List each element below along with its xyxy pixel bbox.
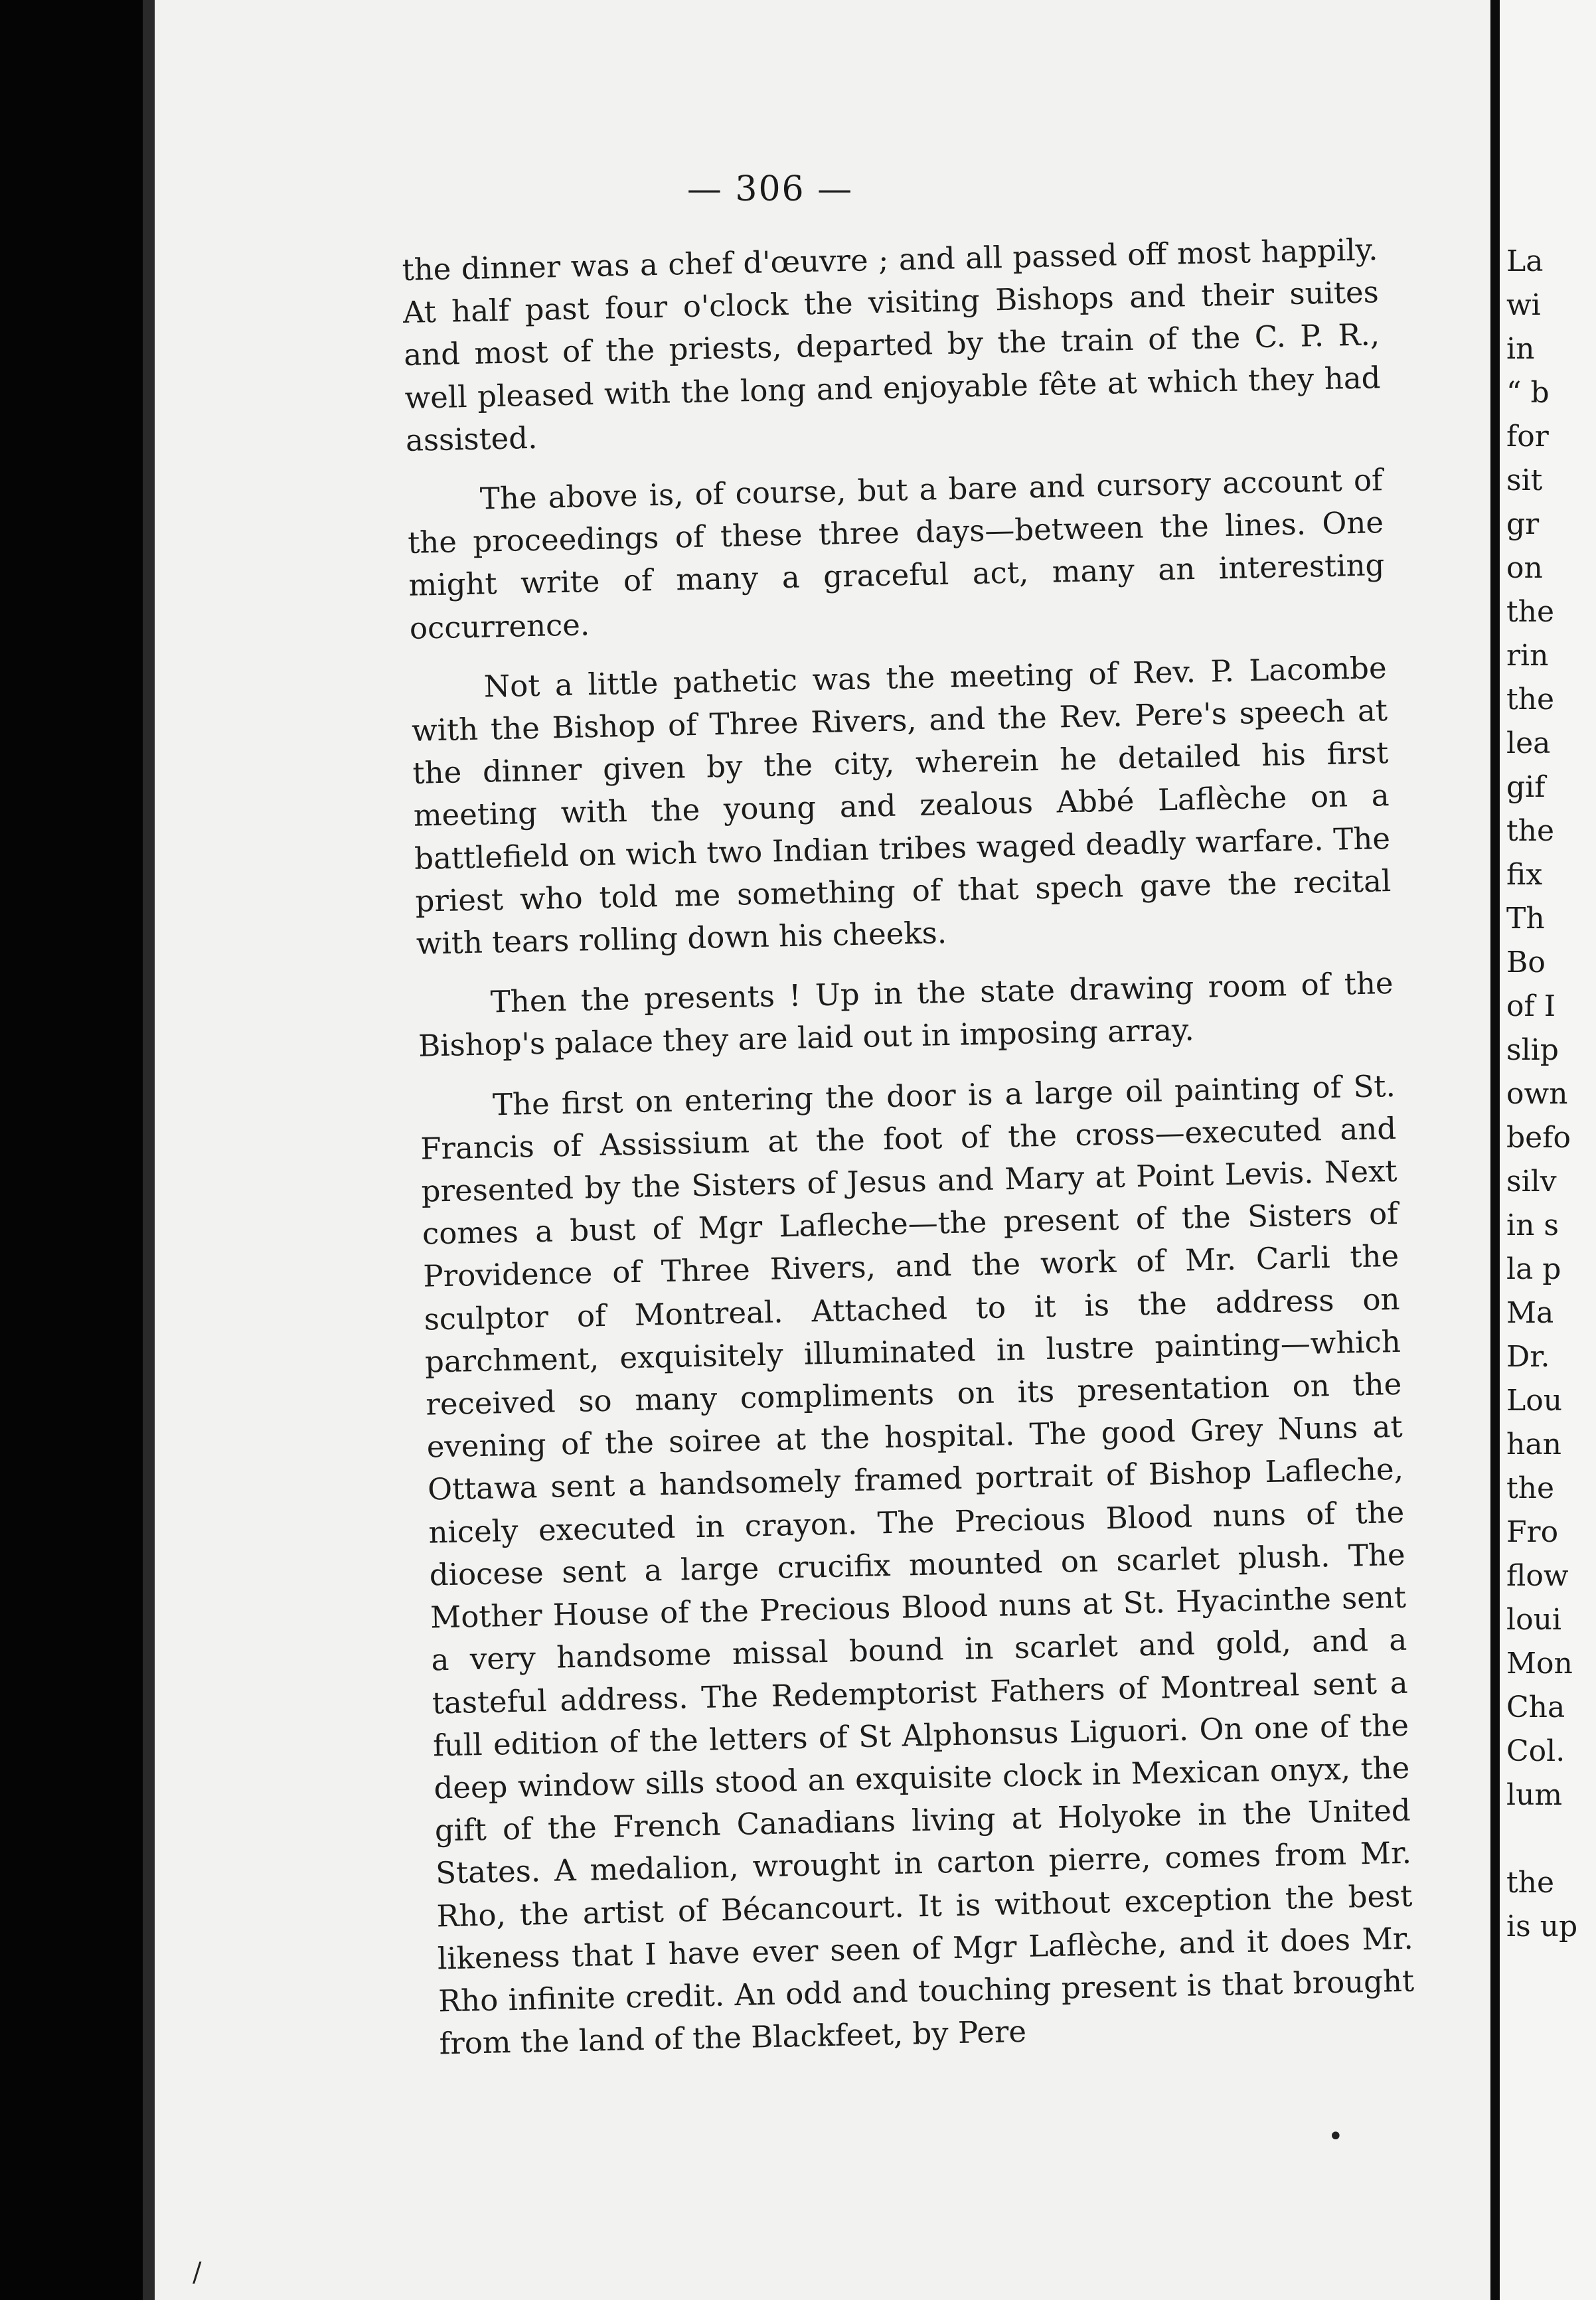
page-edge-shadow — [143, 0, 155, 2300]
scan-left-border — [0, 0, 146, 2300]
facing-page-fragment: on — [1506, 551, 1543, 585]
paragraph-3: Not a little pathetic was the meeting of Rev. P. Lacombe with the Bishop of Three Rivers, and the Rev. Pere's speech at the dinner given by the city, wherein he detailed his first meeting with the young and zealous Abbé Laflèche on a battlefield on wich two Indian tribes waged deadly warfare. The priest who told me something of that spech gave the recital with tears rolling down his cheeks. — [411, 649, 1392, 961]
facing-page-fragment: the — [1506, 814, 1555, 848]
facing-page-fragment: Mon — [1506, 1647, 1573, 1681]
facing-page — [1500, 0, 1596, 2300]
facing-page-fragment: loui — [1506, 1603, 1561, 1637]
scan-mark: / — [193, 2258, 202, 2288]
facing-page-fragment: Fro — [1506, 1515, 1559, 1549]
body-text — [402, 228, 1415, 2066]
paragraph-2: The above is, of course, but a bare and cursory account of the proceedings of these three days—between the lines. One might write of many a graceful act, many an interesting occurrence. — [407, 462, 1385, 646]
facing-page-fragment: “ b — [1506, 376, 1550, 410]
facing-page-fragment: own — [1506, 1077, 1568, 1111]
facing-page-fragment: in — [1506, 332, 1535, 366]
facing-page-fragment: silv — [1506, 1165, 1557, 1198]
facing-page-fragment: Lou — [1506, 1384, 1563, 1418]
facing-page-fragment: is up — [1506, 1910, 1578, 1943]
paragraph-1: the dinner was a chef d'œuvre ; and all passed off most happily. At half past four o'clock the visiting Bishops and their suites and most of the priests, departed by the train of the C. P. R., well pleased with the long and enjoyable fête at which they had assisted. — [402, 232, 1381, 458]
facing-page-fragment: for — [1506, 420, 1549, 453]
facing-page-fragment: fix — [1506, 858, 1543, 892]
page-number: — 306 — — [686, 169, 854, 209]
facing-page-fragment: lum — [1506, 1778, 1563, 1812]
facing-page-fragment: flow — [1506, 1559, 1569, 1593]
facing-page-fragment: wi — [1506, 288, 1541, 322]
facing-page-fragment: han — [1506, 1428, 1561, 1461]
facing-page-fragment: befo — [1506, 1121, 1571, 1155]
facing-page-fragment: the — [1506, 1866, 1555, 1900]
facing-page-fragment: gif — [1506, 770, 1546, 804]
facing-page-fragment: gr — [1506, 507, 1540, 541]
facing-page-fragment: in s — [1506, 1208, 1559, 1242]
facing-page-fragment: Cha — [1506, 1690, 1565, 1724]
facing-page-fragment: Bo — [1506, 945, 1546, 979]
book-gutter — [1490, 0, 1500, 2300]
facing-page-fragment: Dr. — [1506, 1340, 1550, 1374]
facing-page-fragment: of I — [1506, 989, 1556, 1023]
paragraph-4: Then the presents ! Up in the state drawing room of the Bishop's palace they are laid out in imposing array. — [418, 965, 1394, 1064]
facing-page-fragment: lea — [1506, 726, 1551, 760]
facing-page-fragment: the — [1506, 683, 1555, 716]
facing-page-fragment: Th — [1506, 902, 1545, 936]
facing-page-fragment: la p — [1506, 1252, 1561, 1286]
facing-page-fragment: the — [1506, 595, 1555, 629]
facing-page-fragment: La — [1506, 244, 1544, 278]
facing-page-fragment: rin — [1506, 639, 1549, 673]
paragraph-5: The first on entering the door is a large oil painting of St. Francis of Assissium at the foot of the cross—executed and presented by the Sisters of Jesus and Mary at Point Levis. Next comes a bust of Mgr Lafleche—the present of the Sisters of Providence of Three Rivers, and the work of Mr. Carli the sculptor of Montreal. Attached to it is the address on parchment, exquisitely illuminated in lustre painting—which received so many compliments on its presentation on the evening of the soiree at the hospital. The good Grey Nuns at Ottawa sent a handsomely framed portrait of Bishop Lafleche, nicely executed in crayon. The Precious Blood nuns of the diocese sent a large crucifix mounted on scarlet plush. The Mother House of the Precious Blood nuns at St. Hyacinthe sent a very handsome missal bound in scarlet and gold, and a tasteful address. The Redemptorist Fathers of Montreal sent a full edition of the letters of St Alphonsus Liguori. On one of the deep window sills stood an exquisite clock in Mexican onyx, the gift of the French Canadians living at Holyoke in the United States. A medalion, wrought in carton pierre, comes from Mr. Rho, the artist of Bécancourt. It is without exception the best likeness that I have ever seen of Mgr Laflèche, and it does Mr. Rho infinite credit. An odd and touching present is that brought from the land of the Blackfeet, by Pere — [420, 1068, 1415, 2062]
facing-page-fragment: slip — [1506, 1033, 1559, 1067]
facing-page-fragment: Col. — [1506, 1734, 1565, 1768]
ink-speck: • — [1328, 2121, 1344, 2152]
facing-page-fragment: Ma — [1506, 1296, 1554, 1330]
facing-page-fragment: sit — [1506, 463, 1543, 497]
facing-page-fragment: the — [1506, 1471, 1555, 1505]
